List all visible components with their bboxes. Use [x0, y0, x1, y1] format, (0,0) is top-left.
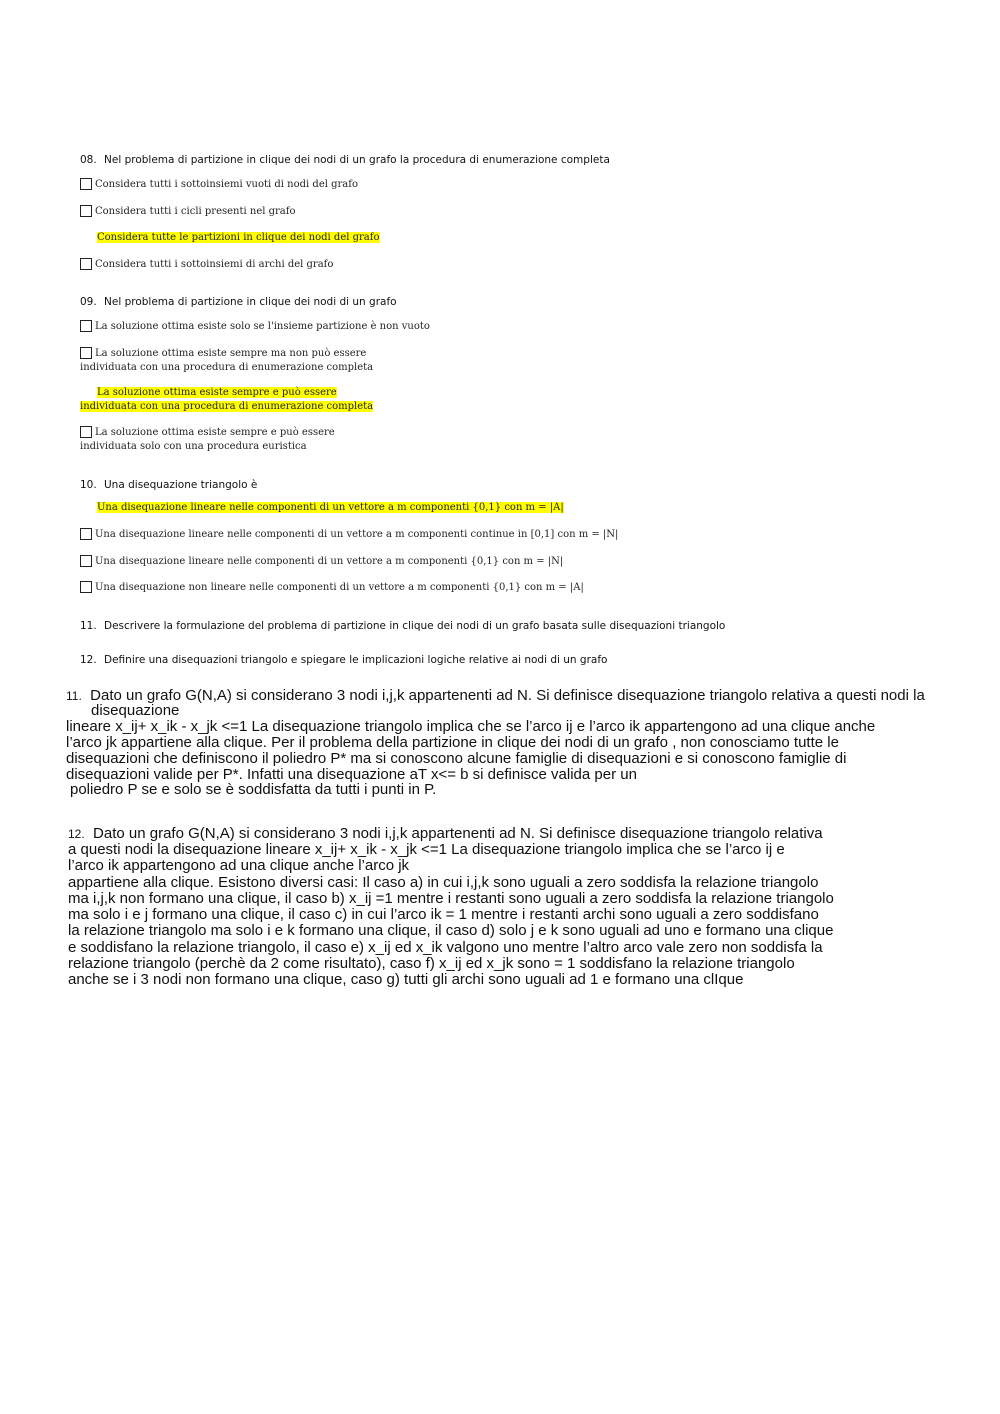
answer-text: la relazione triangolo ma solo i e k formano una clique, il caso d) solo j e k sono uguali ad uno e formano una clique	[68, 922, 834, 939]
answer-text: disequazioni valide per P*. Infatti una disequazione aT x<= b si definisce valida per un	[66, 766, 637, 783]
answer-11-line-2	[91, 703, 179, 719]
question-text: Nel problema di partizione in clique dei nodi di un grafo la procedura di enumerazione completa	[104, 154, 610, 166]
option-label: Considera tutti i cicli presenti nel grafo	[95, 206, 296, 217]
answer-text: l’arco ik appartengono ad una clique anche l’arco jk	[68, 857, 410, 874]
question-11-title	[80, 620, 725, 632]
answer-text: Dato un grafo G(N,A) si considerano 3 nodi i,j,k appartenenti ad N. Si definisce disequazione triangolo relativa	[93, 825, 823, 842]
answer-11-line-1	[66, 688, 925, 704]
answer-text: disequazione	[91, 702, 180, 719]
question-08-title	[80, 154, 610, 166]
answer-12-line-4	[68, 875, 818, 891]
checkbox[interactable]	[80, 205, 92, 217]
option-label: La soluzione ottima esiste sempre ma non può essere	[95, 348, 367, 359]
q09-option-3-line-2	[80, 401, 373, 412]
question-09-title	[80, 296, 397, 308]
checkbox[interactable]	[80, 347, 92, 359]
answer-number: 12.	[68, 827, 85, 841]
checkbox[interactable]	[80, 555, 92, 567]
question-number: 08.	[80, 154, 97, 166]
q09-option-4-line-2	[80, 441, 307, 452]
q09-option-3-correct[interactable]	[97, 387, 337, 398]
question-number: 12.	[80, 654, 97, 666]
checkbox[interactable]	[80, 258, 92, 270]
question-number: 10.	[80, 479, 97, 491]
answer-11-line-3	[66, 719, 875, 735]
q09-option-2-line-2	[80, 362, 373, 373]
question-number: 11.	[80, 620, 97, 632]
option-label: individuata solo con una procedura euristica	[80, 441, 307, 452]
q08-option-4[interactable]	[80, 258, 333, 270]
q10-option-4[interactable]	[80, 581, 584, 593]
answer-text: relazione triangolo (perchè da 2 come risultato), caso f) x_ij ed x_jk sono = 1 soddisfano la relazione triangolo	[68, 955, 795, 972]
answer-text: anche se i 3 nodi non formano una clique, caso g) tutti gli archi sono uguali ad 1 e formano una clIque	[68, 971, 744, 988]
q09-option-2[interactable]	[80, 347, 366, 359]
option-label: Una disequazione lineare nelle componenti di un vettore a m componenti continue in [0,1] con m = |N|	[95, 529, 619, 540]
answer-number: 11.	[66, 689, 82, 703]
answer-12-line-8	[68, 940, 823, 956]
answer-12-line-9	[68, 956, 795, 972]
answer-12-line-10	[68, 972, 743, 988]
answer-text: lineare x_ij+ x_ik - x_jk <=1 La disequazione triangolo implica che se l’arco ij e l’arco ik appartengono ad una clique anche	[66, 718, 876, 735]
answer-text: Dato un grafo G(N,A) si considerano 3 nodi i,j,k appartenenti ad N. Si definisce disequazione triangolo relativa a questi nodi la	[90, 687, 925, 704]
answer-text: l’arco jk appartiene alla clique. Per il problema della partizione in clique dei nodi di un grafo , non conosciamo tutte le	[66, 734, 839, 751]
q08-option-2[interactable]	[80, 205, 296, 217]
answer-12-line-1	[68, 826, 823, 842]
checkbox[interactable]	[80, 528, 92, 540]
highlighted-answer: La soluzione ottima esiste sempre e può essere	[97, 387, 337, 398]
answer-11-line-7	[70, 782, 436, 798]
q09-option-1[interactable]	[80, 320, 430, 332]
option-label: La soluzione ottima esiste solo se l'insieme partizione è non vuoto	[95, 321, 430, 332]
answer-text: disequazioni che definiscono il poliedro P* ma si conoscono alcune famiglie di disequazioni e si conoscono famiglie di	[66, 750, 847, 767]
question-10-title	[80, 479, 257, 491]
option-label: Considera tutti i sottoinsiemi vuoti di nodi del grafo	[95, 179, 358, 190]
highlighted-answer: Una disequazione lineare nelle componenti di un vettore a m componenti {0,1} con m = |A|	[97, 502, 564, 513]
highlighted-answer: Considera tutte le partizioni in clique dei nodi del grafo	[97, 232, 380, 243]
question-12-title	[80, 654, 607, 666]
q10-option-2[interactable]	[80, 528, 618, 540]
answer-text: e soddisfano la relazione triangolo, il caso e) x_ij ed x_ik valgono uno mentre l’altro arco vale zero non soddisfa la	[68, 939, 823, 956]
answer-text: ma i,j,k non formano una clique, il caso b) x_ij =1 mentre i restanti sono uguali a zero soddisfa la relazione triangolo	[68, 890, 834, 907]
answer-text: ma solo i e j formano una clique, il caso c) in cui l’arco ik = 1 mentre i restanti archi sono uguali a zero soddisfano	[68, 906, 819, 923]
answer-12-line-7	[68, 923, 833, 939]
answer-text: appartiene alla clique. Esistono diversi casi: Il caso a) in cui i,j,k sono uguali a zero soddisfa la relazione triangolo	[68, 874, 819, 891]
answer-11-line-5	[66, 751, 846, 767]
option-label: individuata con una procedura di enumerazione completa	[80, 362, 374, 373]
answer-text: a questi nodi la disequazione lineare x_ij+ x_ik - x_jk <=1 La disequazione triangolo implica che se l’arco ij e	[68, 841, 785, 858]
q08-option-1[interactable]	[80, 178, 358, 190]
q08-option-3-correct[interactable]	[97, 232, 380, 243]
question-text: Una disequazione triangolo è	[104, 479, 258, 491]
checkbox[interactable]	[80, 320, 92, 332]
answer-12-line-2	[68, 842, 785, 858]
answer-text: poliedro P se e solo se è soddisfatta da tutti i punti in P.	[70, 781, 437, 798]
answer-12-line-6	[68, 907, 819, 923]
checkbox[interactable]	[80, 426, 92, 438]
answer-12-line-3	[68, 858, 409, 874]
question-number: 09.	[80, 296, 97, 308]
question-text: Definire una disequazioni triangolo e spiegare le implicazioni logiche relative ai nodi di un grafo	[104, 654, 608, 666]
answer-11-line-4	[66, 735, 839, 751]
option-label: Una disequazione non lineare nelle componenti di un vettore a m componenti {0,1} con m = |A|	[95, 582, 584, 593]
option-label: Una disequazione lineare nelle componenti di un vettore a m componenti {0,1} con m = |N|	[95, 556, 564, 567]
question-text: Descrivere la formulazione del problema di partizione in clique dei nodi di un grafo basata sulle disequazioni triangolo	[104, 620, 726, 632]
q09-option-4[interactable]	[80, 426, 335, 438]
option-label: Considera tutti i sottoinsiemi di archi del grafo	[95, 259, 334, 270]
checkbox[interactable]	[80, 581, 92, 593]
option-label: La soluzione ottima esiste sempre e può essere	[95, 427, 335, 438]
checkbox[interactable]	[80, 178, 92, 190]
q10-option-1-correct[interactable]	[97, 502, 564, 513]
highlighted-answer: individuata con una procedura di enumerazione completa	[80, 401, 374, 412]
q10-option-3[interactable]	[80, 555, 563, 567]
question-text: Nel problema di partizione in clique dei nodi di un grafo	[104, 296, 397, 308]
answer-12-line-5	[68, 891, 834, 907]
